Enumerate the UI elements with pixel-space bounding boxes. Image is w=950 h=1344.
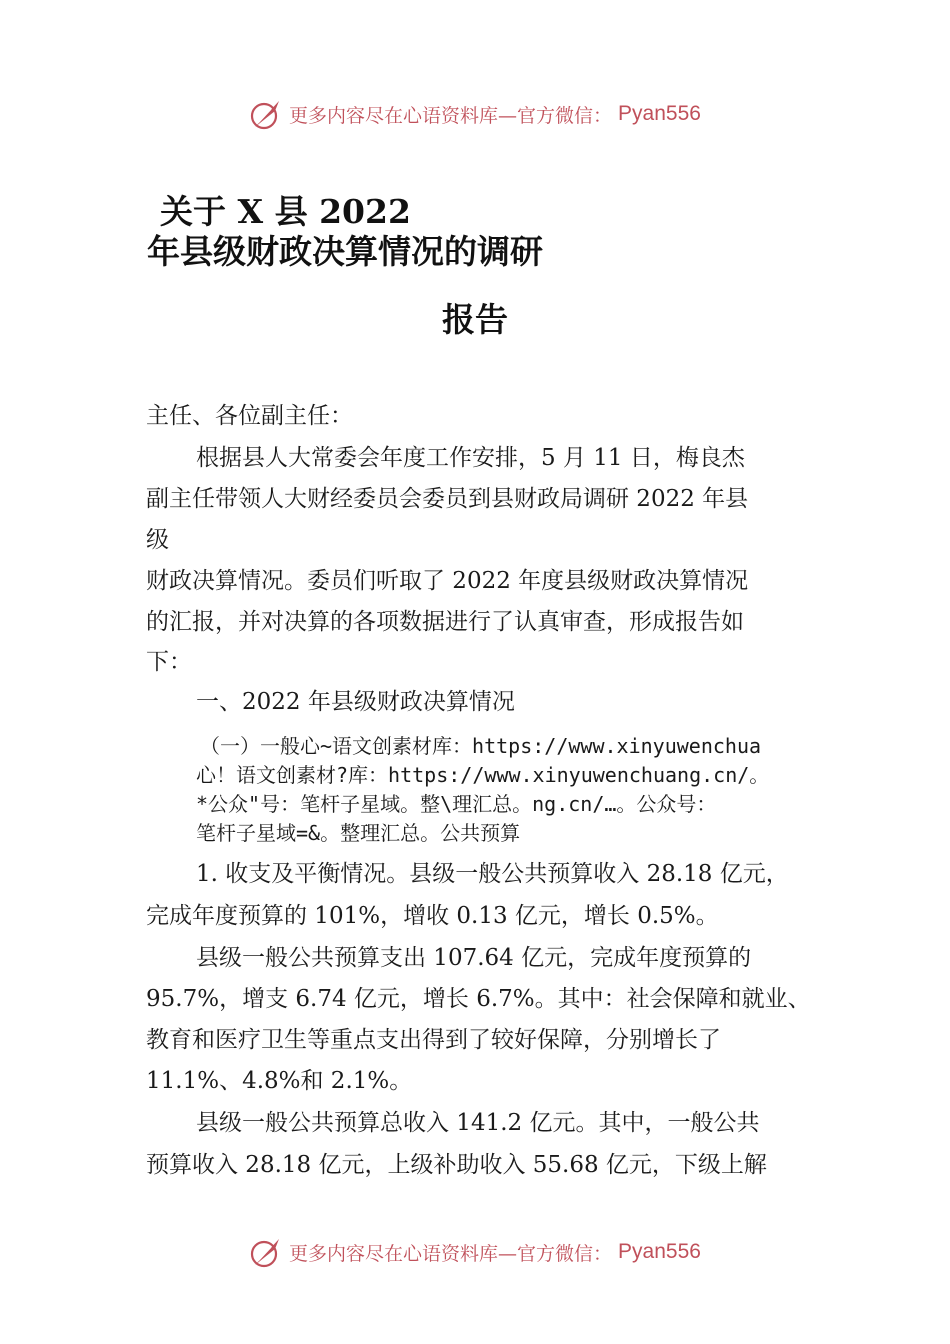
- paragraph-line: 完成年度预算的 101%，增收 0.13 亿元，增长 0.5%。: [146, 903, 719, 929]
- title-line-3: 报告: [442, 300, 508, 339]
- paragraph-line: 95.7%，增支 6.74 亿元，增长 6.7%。其中：社会保障和就业、: [146, 986, 811, 1012]
- paragraph-line: 县级一般公共预算总收入 141.2 亿元。其中，一般公共: [196, 1110, 760, 1136]
- paragraph-line: 副主任带领人大财经委员会委员到县财政局调研 2022 年县: [146, 486, 749, 512]
- footer-watermark: [0, 1232, 950, 1272]
- quill-logo-icon: [249, 97, 283, 131]
- watermark-text: 更多内容尽在心语资料库—官方微信：: [289, 104, 613, 127]
- paragraph-line: 根据县人大常委会年度工作安排，5 月 11 日，梅良杰: [196, 445, 745, 471]
- paragraph-line: 下：: [146, 649, 192, 675]
- paragraph-line: 1. 收支及平衡情况。县级一般公共预算收入 28.18 亿元，: [196, 861, 789, 887]
- title-line-1: 关于 X 县 2022: [160, 192, 411, 231]
- header-watermark: [0, 94, 950, 134]
- salutation: 主任、各位副主任：: [146, 403, 353, 429]
- title-line-2: 年县级财政决算情况的调研: [147, 232, 543, 271]
- watermark-wechat-id: Pyan556: [618, 102, 701, 125]
- section-heading: 一、2022 年县级财政决算情况: [196, 689, 515, 715]
- watermark-wechat-id: Pyan556: [618, 1240, 701, 1263]
- noisy-line: 笔杆子星域=&。整理汇总。公共预算: [196, 821, 521, 845]
- paragraph-line: 11.1%、4.8%和 2.1%。: [146, 1068, 413, 1094]
- paragraph-line: 财政决算情况。委员们听取了 2022 年度县级财政决算情况: [146, 568, 749, 594]
- noisy-line: （一）一般心~语文创素材库：https://www.xinyuwenchua: [200, 734, 762, 758]
- quill-logo-icon: [249, 1235, 283, 1269]
- paragraph-line: 级: [146, 527, 169, 553]
- paragraph-line: 预算收入 28.18 亿元，上级补助收入 55.68 亿元，下级上解: [146, 1152, 767, 1178]
- noisy-line: 心！语文创素材?库：https://www.xinyuwenchuang.cn/。: [196, 763, 770, 787]
- watermark-text: 更多内容尽在心语资料库—官方微信：: [289, 1242, 613, 1265]
- paragraph-line: 县级一般公共预算支出 107.64 亿元，完成年度预算的: [196, 945, 752, 971]
- paragraph-line: 的汇报，并对决算的各项数据进行了认真审查，形成报告如: [146, 609, 744, 635]
- paragraph-line: 教育和医疗卫生等重点支出得到了较好保障，分别增长了: [146, 1027, 721, 1053]
- noisy-line: *公众"号：笔杆子星域。整\理汇总。ng.cn/…。公众号：: [196, 792, 717, 816]
